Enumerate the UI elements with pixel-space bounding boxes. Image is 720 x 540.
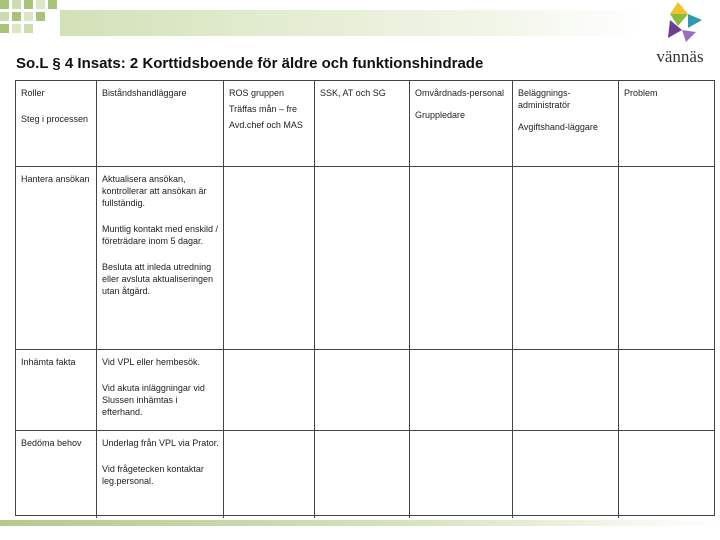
header-cell-ros	[224, 81, 315, 167]
empty-cell	[513, 167, 619, 350]
cell-text: Vid VPL eller hembesök.	[102, 357, 201, 367]
empty-cell	[619, 350, 714, 431]
cell-text: Underlag från VPL via Prator.	[102, 438, 219, 448]
cell-text: Aktualisera ansökan, kontrollerar att ansökan är fullständig.	[102, 174, 207, 208]
empty-cell	[410, 167, 513, 350]
empty-cell	[410, 431, 513, 518]
empty-cell	[315, 431, 410, 518]
step-label: Hantera ansökan	[21, 174, 90, 184]
bistand-cell	[97, 167, 224, 350]
header-label: Gruppledare	[415, 110, 466, 120]
header-label: Omvårdnads-personal	[415, 88, 505, 98]
header-label: Avd.chef och MAS	[229, 120, 303, 130]
header-label: Biståndshandläggare	[102, 88, 187, 98]
empty-cell	[619, 167, 714, 350]
header-cell-belaggning	[513, 81, 619, 167]
empty-cell	[224, 431, 315, 518]
page-title: So.L § 4 Insats: 2 Korttidsboende för äldre och funktionshindrade	[16, 55, 484, 72]
header-label: Avgiftshand-läggare	[518, 122, 598, 132]
header-label: Träffas mån – fre	[229, 104, 298, 114]
step-cell	[16, 350, 97, 431]
header-label: Beläggnings-administratör	[518, 88, 571, 110]
header-cell-roles	[16, 81, 97, 167]
empty-cell	[513, 431, 619, 518]
footer-stripe	[0, 520, 720, 526]
empty-cell	[224, 167, 315, 350]
header-label: Problem	[624, 88, 658, 98]
step-cell	[16, 167, 97, 350]
header-label: Roller	[21, 88, 45, 98]
empty-cell	[513, 350, 619, 431]
empty-cell	[224, 350, 315, 431]
header-cell-bistand	[97, 81, 224, 167]
empty-cell	[315, 350, 410, 431]
cell-text: Besluta att inleda utredning eller avsluta aktualiseringen utan åtgärd.	[102, 262, 214, 296]
header-label: Steg i processen	[21, 114, 89, 124]
bistand-cell	[97, 431, 224, 518]
bistand-cell	[97, 350, 224, 431]
cell-text: Vid akuta inläggningar vid Slussen inhämtas i efterhand.	[102, 383, 205, 417]
header-label: SSK, AT och SG	[320, 88, 386, 98]
empty-cell	[619, 431, 714, 518]
empty-cell	[410, 350, 513, 431]
step-cell	[16, 431, 97, 518]
header-cell-problem	[619, 81, 714, 167]
empty-cell	[315, 167, 410, 350]
process-table	[15, 80, 715, 516]
step-label: Inhämta fakta	[21, 357, 76, 367]
cell-text: Muntlig kontakt med enskild / företrädare inom 5 dagar.	[102, 224, 219, 246]
cell-text: Vid frågetecken kontaktar leg.personal.	[102, 464, 204, 486]
header-stripe	[60, 10, 640, 36]
header-label: ROS gruppen	[229, 88, 285, 98]
header-cell-omvardnad	[410, 81, 513, 167]
header-cell-ssk	[315, 81, 410, 167]
step-label: Bedöma behov	[21, 438, 82, 448]
logo-text: vännäs	[656, 47, 704, 66]
